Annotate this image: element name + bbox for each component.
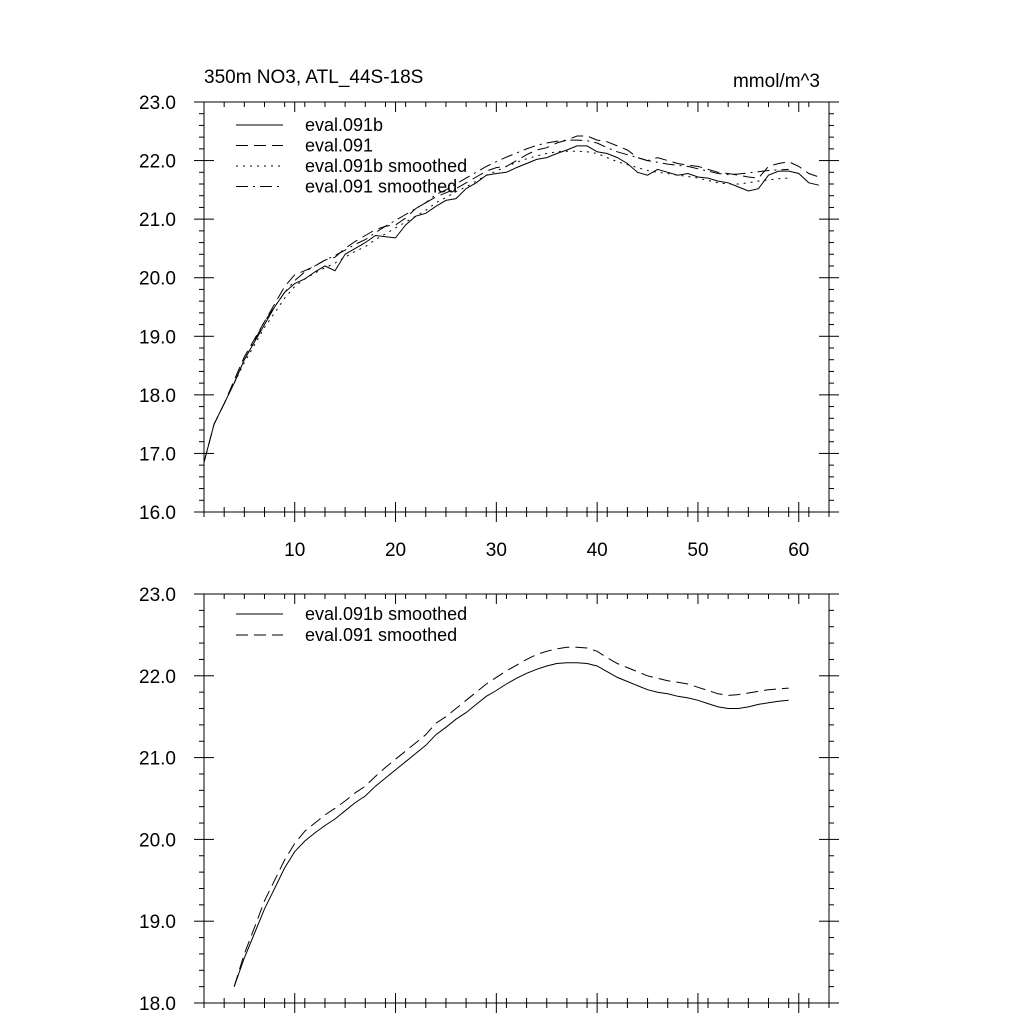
plot-frame-1 xyxy=(204,102,829,512)
legend-label: eval.091b smoothed xyxy=(305,604,468,624)
y-tick-label: 21.0 xyxy=(139,748,176,770)
y-tick-label: 23.0 xyxy=(139,93,176,114)
x-tick-label: 20 xyxy=(384,540,407,561)
legend-label: eval.091b smoothed xyxy=(305,156,468,176)
legend-label: eval.091 smoothed xyxy=(305,625,458,645)
x-tick-label: 50 xyxy=(687,540,709,561)
series-line-eval-091b xyxy=(204,146,819,462)
y-tick-label: 20.0 xyxy=(139,268,176,290)
y-tick-label: 21.0 xyxy=(139,210,176,232)
legend-label: eval.091 smoothed xyxy=(305,176,458,197)
y-tick-label: 23.0 xyxy=(139,585,176,606)
units-label: mmol/m^3 xyxy=(732,71,820,92)
x-tick-label: 60 xyxy=(788,540,810,561)
series-line-eval-091b-smoothed xyxy=(234,663,789,987)
legend-label: eval.091b xyxy=(305,115,384,135)
y-tick-label: 22.0 xyxy=(139,666,176,688)
y-tick-label: 17.0 xyxy=(139,444,176,466)
y-tick-label: 18.0 xyxy=(139,994,176,1015)
legend-label: eval.091 xyxy=(305,135,374,156)
y-tick-label: 20.0 xyxy=(139,830,176,852)
y-tick-label: 19.0 xyxy=(139,912,176,934)
series-line-eval-091 xyxy=(204,136,819,462)
x-tick-label: 40 xyxy=(586,540,608,561)
x-tick-label: 10 xyxy=(284,540,306,561)
y-tick-label: 18.0 xyxy=(139,385,176,407)
y-tick-label: 22.0 xyxy=(139,151,176,173)
y-tick-label: 19.0 xyxy=(139,327,176,349)
chart-title: 350m NO3, ATL_44S-18S xyxy=(204,67,424,88)
series-line-eval-091-smoothed xyxy=(234,647,789,986)
x-tick-label: 30 xyxy=(485,540,507,561)
plot-frame-2 xyxy=(204,594,829,1003)
y-tick-label: 16.0 xyxy=(139,503,176,524)
